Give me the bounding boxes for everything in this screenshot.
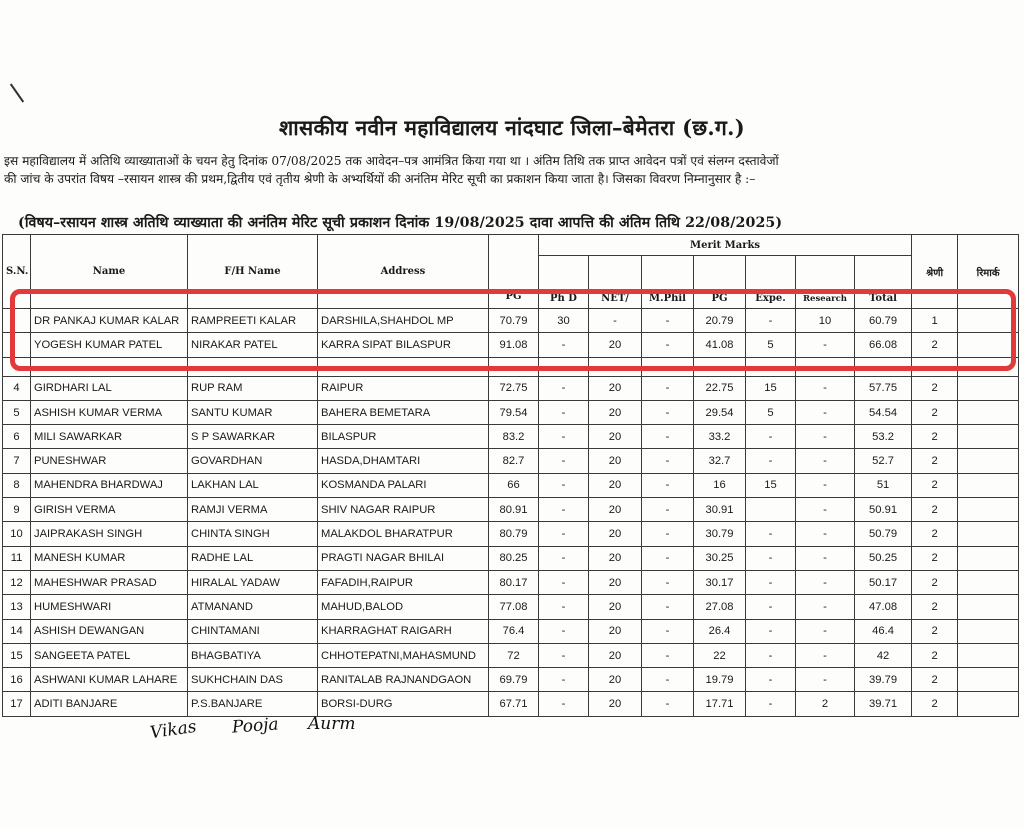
- row-remark: [958, 522, 1019, 546]
- row-name: YOGESH KUMAR PATEL: [31, 333, 188, 357]
- row-name: ASHWANI KUMAR LAHARE: [31, 668, 188, 692]
- row-net: 20: [589, 333, 642, 357]
- row-mphil: -: [642, 595, 694, 619]
- row-pg: 83.2: [489, 425, 539, 449]
- row-shreni: 2: [912, 498, 958, 522]
- row-pg: 77.08: [489, 595, 539, 619]
- row-expe: -: [746, 619, 796, 643]
- signature-1: Vikas: [148, 716, 198, 744]
- row-total: 57.75: [855, 376, 912, 400]
- row-net: 20: [589, 522, 642, 546]
- row-address: RAIPUR: [318, 376, 489, 400]
- row-pg-marks: 32.7: [694, 449, 746, 473]
- row-total: 54.54: [855, 400, 912, 424]
- row-fh-name: CHINTA SINGH: [188, 522, 318, 546]
- row-total: 47.08: [855, 595, 912, 619]
- row-expe: -: [746, 643, 796, 667]
- row-pg: 76.4: [489, 619, 539, 643]
- row-research: -: [796, 595, 855, 619]
- row-shreni: 2: [912, 570, 958, 594]
- row-sn: 12: [3, 570, 31, 594]
- table-row: [3, 668, 1019, 692]
- row-address: PRAGTI NAGAR BHILAI: [318, 546, 489, 570]
- row-research: -: [796, 333, 855, 357]
- row-address: BAHERA BEMETARA: [318, 400, 489, 424]
- row-remark: [958, 619, 1019, 643]
- row-shreni: 2: [912, 376, 958, 400]
- row-name: MANESH KUMAR: [31, 546, 188, 570]
- row-expe: 5: [746, 400, 796, 424]
- row-sn: 17: [3, 692, 31, 716]
- row-total: 60.79: [855, 309, 912, 333]
- col-name: Name: [31, 235, 188, 309]
- row-address: CHHOTEPATNI,MAHASMUND: [318, 643, 489, 667]
- row-phd: 30: [539, 309, 589, 333]
- table-row: [3, 376, 1019, 400]
- row-fh-name: CHINTAMANI: [188, 619, 318, 643]
- row-fh-name: GOVARDHAN: [188, 449, 318, 473]
- row-address: BILASPUR: [318, 425, 489, 449]
- row-remark: [958, 692, 1019, 716]
- row-mphil: -: [642, 643, 694, 667]
- row-sn: 16: [3, 668, 31, 692]
- subheading: (विषय–रसायन शास्त्र अतिथि व्याख्याता की अनंतिम मेरिट सूची प्रकाशन दिनांक 19/08/2025 दावा आपत्ति की अंतिम तिथि 22/08/2025): [18, 215, 783, 231]
- row-name: HUMESHWARI: [31, 595, 188, 619]
- row-expe: -: [746, 425, 796, 449]
- row-remark: [958, 595, 1019, 619]
- row-net: 20: [589, 425, 642, 449]
- signature-2: Pooja: [231, 714, 280, 738]
- row-shreni: 2: [912, 619, 958, 643]
- signatures: [150, 710, 410, 760]
- table-row: [3, 498, 1019, 522]
- row-research: -: [796, 619, 855, 643]
- row-expe: -: [746, 692, 796, 716]
- row-net: 20: [589, 668, 642, 692]
- col-fh-name: F/H Name: [188, 235, 318, 309]
- row-name: JAIPRAKASH SINGH: [31, 522, 188, 546]
- row-mphil: -: [642, 376, 694, 400]
- row-pg: 72.75: [489, 376, 539, 400]
- row-net: 20: [589, 619, 642, 643]
- row-shreni: 2: [912, 425, 958, 449]
- row-research: -: [796, 668, 855, 692]
- row-name: ADITI BANJARE: [31, 692, 188, 716]
- row-shreni: 2: [912, 668, 958, 692]
- row-phd: -: [539, 498, 589, 522]
- row-address: KARRA SIPAT BILASPUR: [318, 333, 489, 357]
- row-sn: 10: [3, 522, 31, 546]
- row-sn: 4: [3, 376, 31, 400]
- row-sn: 7: [3, 449, 31, 473]
- table-row: [3, 595, 1019, 619]
- row-phd: -: [539, 668, 589, 692]
- row-mphil: -: [642, 473, 694, 497]
- row-address: RANITALAB RAJNANDGAON: [318, 668, 489, 692]
- row-phd: -: [539, 595, 589, 619]
- row-name: ASHISH KUMAR VERMA: [31, 400, 188, 424]
- row-address: FAFADIH,RAIPUR: [318, 570, 489, 594]
- row-mphil: -: [642, 425, 694, 449]
- row-phd: -: [539, 570, 589, 594]
- row-pg-marks: 22.75: [694, 376, 746, 400]
- row-shreni: 2: [912, 449, 958, 473]
- col-pg: PG: [489, 235, 539, 309]
- row-total: 50.91: [855, 498, 912, 522]
- row-phd: -: [539, 473, 589, 497]
- row-pg-marks: 20.79: [694, 309, 746, 333]
- row-total: 39.79: [855, 668, 912, 692]
- intro-paragraph: [4, 152, 1022, 188]
- row-name: GIRDHARI LAL: [31, 376, 188, 400]
- row-pg: 80.91: [489, 498, 539, 522]
- row-remark: [958, 425, 1019, 449]
- row-phd: -: [539, 376, 589, 400]
- row-total: 50.79: [855, 522, 912, 546]
- row-research: 2: [796, 692, 855, 716]
- row-shreni: 2: [912, 595, 958, 619]
- signature-3: Aurm: [308, 714, 356, 734]
- row-pg-marks: 30.25: [694, 546, 746, 570]
- row-pg-marks: 30.79: [694, 522, 746, 546]
- page-title: शासकीय नवीन महाविद्यालय नांदघाट जिला–बेमेतरा (छ.ग.): [279, 115, 745, 140]
- highlight-box: [10, 289, 1016, 371]
- row-address: KOSMANDA PALARI: [318, 473, 489, 497]
- row-sn: 15: [3, 643, 31, 667]
- row-name: MAHENDRA BHARDWAJ: [31, 473, 188, 497]
- row-phd: -: [539, 546, 589, 570]
- row-pg: 82.7: [489, 449, 539, 473]
- row-pg: 70.79: [489, 309, 539, 333]
- col-address: Address: [318, 235, 489, 309]
- row-total: 51: [855, 473, 912, 497]
- row-pg-marks: 30.17: [694, 570, 746, 594]
- row-pg-marks: 17.71: [694, 692, 746, 716]
- row-pg-marks: 19.79: [694, 668, 746, 692]
- table-row: [3, 400, 1019, 424]
- row-address: BORSI-DURG: [318, 692, 489, 716]
- row-address: MALAKDOL BHARATPUR: [318, 522, 489, 546]
- row-expe: -: [746, 522, 796, 546]
- row-shreni: 1: [912, 309, 958, 333]
- row-pg: 72: [489, 643, 539, 667]
- row-name: DR PANKAJ KUMAR KALAR: [31, 309, 188, 333]
- row-research: -: [796, 522, 855, 546]
- row-research: -: [796, 473, 855, 497]
- row-address: MAHUD,BALOD: [318, 595, 489, 619]
- row-fh-name: LAKHAN LAL: [188, 473, 318, 497]
- row-mphil: -: [642, 400, 694, 424]
- row-address: SHIV NAGAR RAIPUR: [318, 498, 489, 522]
- row-total: 42: [855, 643, 912, 667]
- row-pg: 80.17: [489, 570, 539, 594]
- row-remark: [958, 546, 1019, 570]
- pen-mark: [10, 83, 24, 102]
- row-pg-marks: 29.54: [694, 400, 746, 424]
- row-net: 20: [589, 570, 642, 594]
- row-pg-marks: 22: [694, 643, 746, 667]
- row-expe: -: [746, 546, 796, 570]
- row-sn: 14: [3, 619, 31, 643]
- row-pg-marks: 30.91: [694, 498, 746, 522]
- row-pg: 80.79: [489, 522, 539, 546]
- col-remark: रिमार्क: [958, 235, 1019, 309]
- row-expe: [746, 498, 796, 522]
- row-mphil: -: [642, 309, 694, 333]
- row-mphil: -: [642, 570, 694, 594]
- row-research: -: [796, 400, 855, 424]
- row-total: 46.4: [855, 619, 912, 643]
- row-shreni: 2: [912, 333, 958, 357]
- col-sn: S.N.: [3, 235, 31, 309]
- row-mphil: -: [642, 619, 694, 643]
- row-name: SANGEETA PATEL: [31, 643, 188, 667]
- row-phd: -: [539, 692, 589, 716]
- col-shreni: श्रेणी: [912, 235, 958, 309]
- row-total: 50.25: [855, 546, 912, 570]
- row-phd: -: [539, 522, 589, 546]
- row-net: 20: [589, 595, 642, 619]
- row-fh-name: SANTU KUMAR: [188, 400, 318, 424]
- row-sn: 9: [3, 498, 31, 522]
- row-net: 20: [589, 692, 642, 716]
- row-name: GIRISH VERMA: [31, 498, 188, 522]
- col-total: Total: [855, 256, 912, 309]
- row-shreni: 2: [912, 546, 958, 570]
- row-research: -: [796, 643, 855, 667]
- row-pg-marks: 41.08: [694, 333, 746, 357]
- intro-line-1: इस महाविद्यालय में अतिथि व्याख्याताओं के चयन हेतु दिनांक 07/08/2025 तक आवेदन–पत्र आमंत्रित किया गया था । अंतिम तिथि तक प्राप्त आवेदन पत्रों एवं संलग्न दस्तावेजों: [4, 154, 779, 168]
- row-name: MILI SAWARKAR: [31, 425, 188, 449]
- row-net: 20: [589, 643, 642, 667]
- intro-line-2: की जांच के उपरांत विषय –रसायन शास्त्र की प्रथम,द्वितीय एवं तृतीय श्रेणी के अभ्यर्थियों की अनंतिम मेरिट सूची का प्रकाशन किया जाता है। जिसका विवरण निम्नानुसार है :–: [4, 172, 756, 186]
- row-net: -: [589, 309, 642, 333]
- row-mphil: -: [642, 522, 694, 546]
- row-sn: 8: [3, 473, 31, 497]
- row-expe: 15: [746, 376, 796, 400]
- table-row: [3, 570, 1019, 594]
- row-pg: 69.79: [489, 668, 539, 692]
- row-mphil: -: [642, 668, 694, 692]
- row-fh-name: S P SAWARKAR: [188, 425, 318, 449]
- row-name: MAHESHWAR PRASAD: [31, 570, 188, 594]
- row-remark: [958, 376, 1019, 400]
- row-sn: 13: [3, 595, 31, 619]
- table-row: [3, 619, 1019, 643]
- row-name: PUNESHWAR: [31, 449, 188, 473]
- row-remark: [958, 643, 1019, 667]
- col-expe: Expe.: [746, 256, 796, 309]
- row-expe: -: [746, 309, 796, 333]
- row-sn: 5: [3, 400, 31, 424]
- table-row: [3, 473, 1019, 497]
- table-row: [3, 546, 1019, 570]
- row-net: 20: [589, 546, 642, 570]
- row-mphil: -: [642, 692, 694, 716]
- row-sn: 11: [3, 546, 31, 570]
- row-phd: -: [539, 400, 589, 424]
- row-pg-marks: 16: [694, 473, 746, 497]
- col-net: NET/: [589, 256, 642, 309]
- header-row-1: [3, 235, 1019, 256]
- row-name: ASHISH DEWANGAN: [31, 619, 188, 643]
- row-remark: [958, 473, 1019, 497]
- row-pg: 67.71: [489, 692, 539, 716]
- row-sn: 6: [3, 425, 31, 449]
- row-net: 20: [589, 473, 642, 497]
- row-total: 39.71: [855, 692, 912, 716]
- row-research: -: [796, 449, 855, 473]
- row-remark: [958, 400, 1019, 424]
- row-remark: [958, 570, 1019, 594]
- row-net: 20: [589, 376, 642, 400]
- row-total: 52.7: [855, 449, 912, 473]
- row-fh-name: ATMANAND: [188, 595, 318, 619]
- row-expe: -: [746, 449, 796, 473]
- row-fh-name: RADHE LAL: [188, 546, 318, 570]
- col-pg-marks: PG: [694, 256, 746, 309]
- row-pg-marks: 27.08: [694, 595, 746, 619]
- col-mphil: M.Phil: [642, 256, 694, 309]
- row-net: 20: [589, 400, 642, 424]
- row-research: -: [796, 425, 855, 449]
- row-expe: -: [746, 668, 796, 692]
- row-mphil: -: [642, 546, 694, 570]
- row-phd: -: [539, 643, 589, 667]
- row-phd: -: [539, 449, 589, 473]
- row-fh-name: RUP RAM: [188, 376, 318, 400]
- row-pg: 80.25: [489, 546, 539, 570]
- row-research: -: [796, 498, 855, 522]
- row-total: 53.2: [855, 425, 912, 449]
- table-row: [3, 522, 1019, 546]
- row-mphil: -: [642, 498, 694, 522]
- row-expe: 15: [746, 473, 796, 497]
- row-pg: 66: [489, 473, 539, 497]
- col-phd: Ph D: [539, 256, 589, 309]
- row-research: 10: [796, 309, 855, 333]
- row-shreni: 2: [912, 473, 958, 497]
- row-phd: -: [539, 619, 589, 643]
- row-fh-name: HIRALAL YADAW: [188, 570, 318, 594]
- row-net: 20: [589, 498, 642, 522]
- row-expe: -: [746, 595, 796, 619]
- table-row: [3, 449, 1019, 473]
- row-total: 50.17: [855, 570, 912, 594]
- row-phd: -: [539, 333, 589, 357]
- row-mphil: -: [642, 333, 694, 357]
- row-fh-name: BHAGBATIYA: [188, 643, 318, 667]
- col-merit-marks: Merit Marks: [539, 235, 912, 256]
- col-research: Research: [796, 256, 855, 309]
- row-net: 20: [589, 449, 642, 473]
- row-fh-name: P.S.BANJARE: [188, 692, 318, 716]
- row-research: -: [796, 376, 855, 400]
- row-address: DARSHILA,SHAHDOL MP: [318, 309, 489, 333]
- row-pg-marks: 33.2: [694, 425, 746, 449]
- row-remark: [958, 668, 1019, 692]
- row-research: -: [796, 570, 855, 594]
- row-mphil: -: [642, 449, 694, 473]
- row-remark: [958, 498, 1019, 522]
- row-shreni: 2: [912, 522, 958, 546]
- row-pg: 91.08: [489, 333, 539, 357]
- row-fh-name: RAMPREETI KALAR: [188, 309, 318, 333]
- row-fh-name: RAMJI VERMA: [188, 498, 318, 522]
- row-expe: 5: [746, 333, 796, 357]
- table-row: [3, 425, 1019, 449]
- row-shreni: 2: [912, 400, 958, 424]
- row-research: -: [796, 546, 855, 570]
- row-pg-marks: 26.4: [694, 619, 746, 643]
- row-total: 66.08: [855, 333, 912, 357]
- row-shreni: 2: [912, 692, 958, 716]
- row-shreni: 2: [912, 643, 958, 667]
- row-pg: 79.54: [489, 400, 539, 424]
- row-address: KHARRAGHAT RAIGARH: [318, 619, 489, 643]
- row-address: HASDA,DHAMTARI: [318, 449, 489, 473]
- row-fh-name: SUKHCHAIN DAS: [188, 668, 318, 692]
- row-expe: -: [746, 570, 796, 594]
- row-phd: -: [539, 425, 589, 449]
- row-remark: [958, 449, 1019, 473]
- table-row: [3, 643, 1019, 667]
- row-fh-name: NIRAKAR PATEL: [188, 333, 318, 357]
